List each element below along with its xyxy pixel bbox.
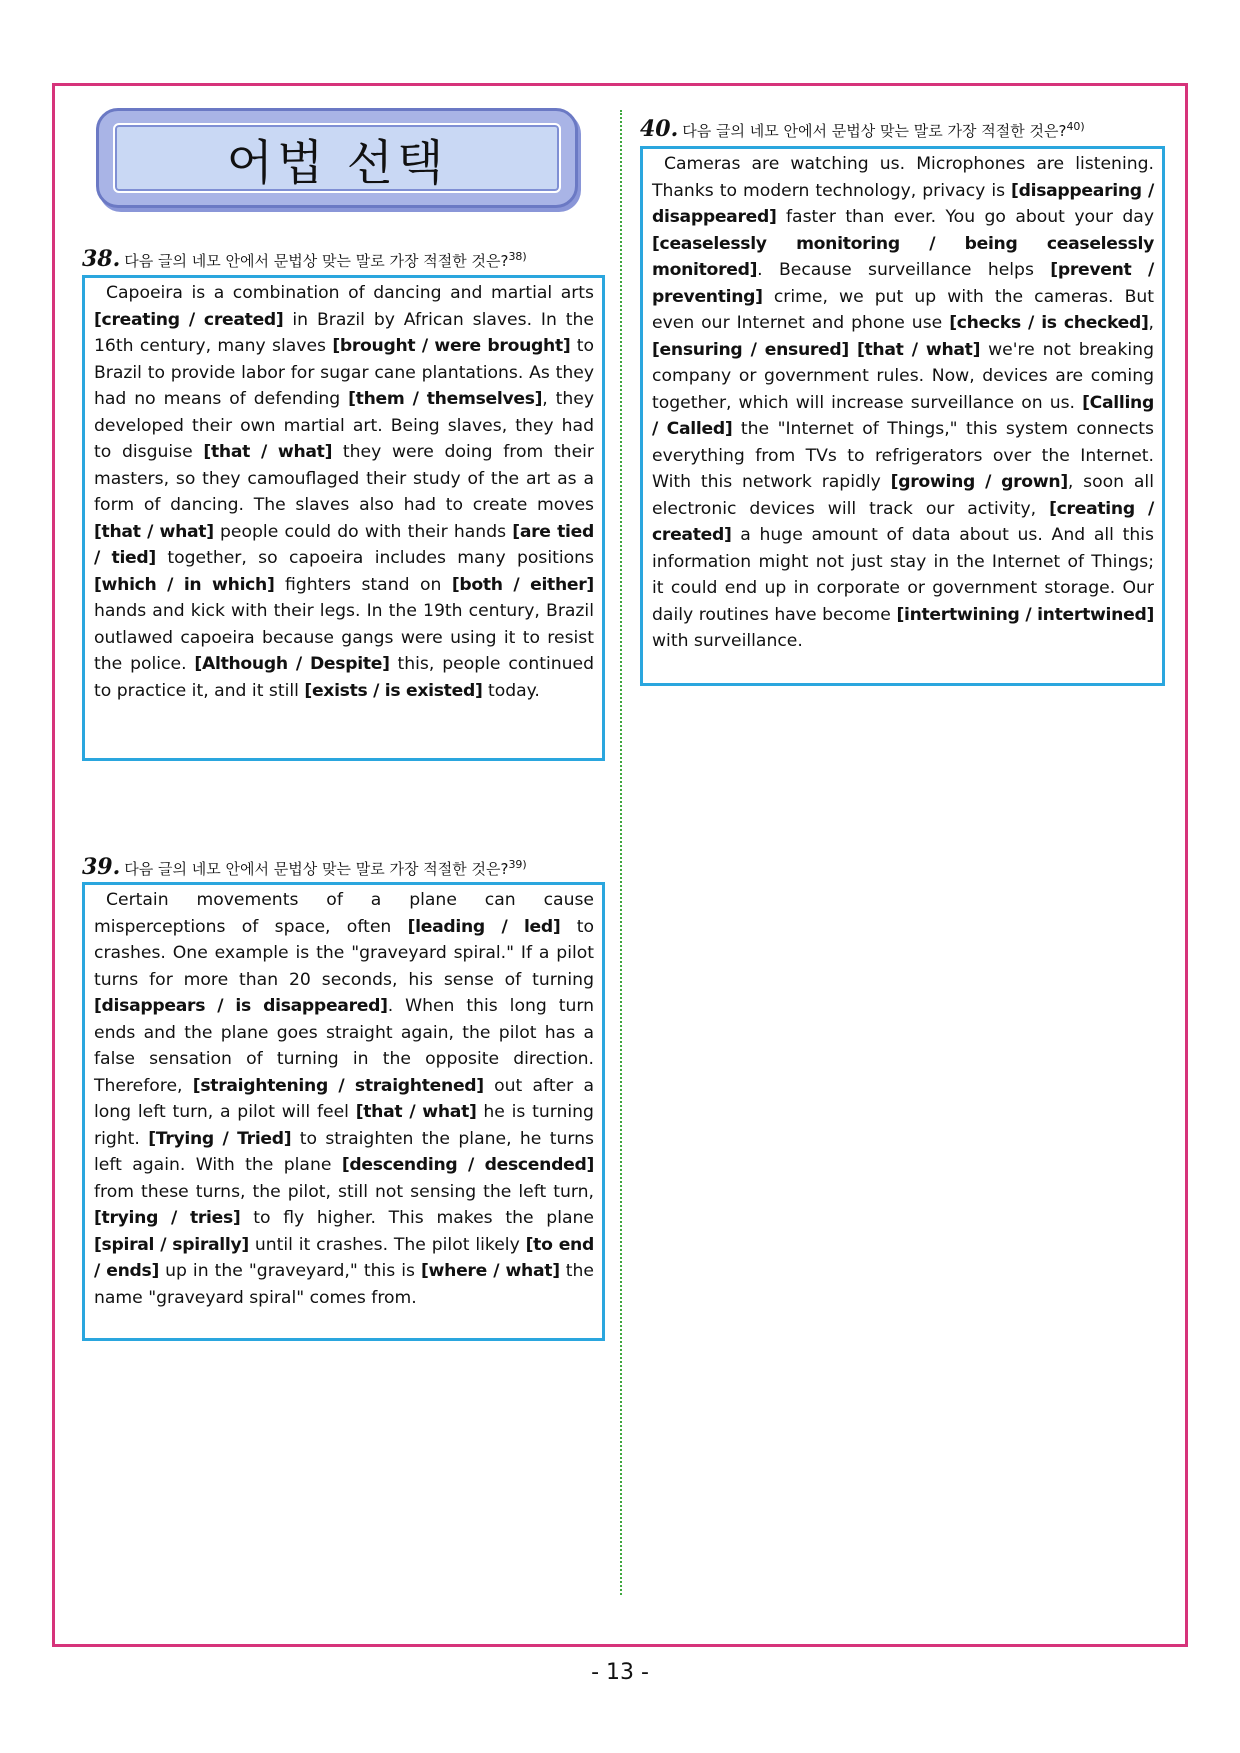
passage-text: Capoeira is a combination of dancing and martial arts <box>106 283 594 303</box>
passage-text: , they developed their own martial art. Being slaves, they had to disguise <box>94 389 594 462</box>
passage-text: together, so capoeira includes many positions <box>155 548 594 568</box>
grammar-choice: [Calling / Called] <box>652 392 1154 439</box>
section-title: 어법 선택 <box>226 134 448 191</box>
question-footnote-ref: 38) <box>508 250 527 263</box>
question-prompt: 다음 글의 네모 안에서 문법상 맞는 말로 가장 적절한 것은? <box>124 860 509 878</box>
grammar-choice: [brought / were brought] <box>332 336 571 356</box>
passage-text: they were doing from their masters, so they camouflaged their study of the art as a form of dancing. The slaves also had to create moves <box>94 442 594 515</box>
grammar-choice: [that / what] <box>94 521 214 542</box>
grammar-choice: [leading / led] <box>407 916 561 937</box>
grammar-choice: [Trying / Tried] <box>148 1128 292 1149</box>
grammar-choice: [to end / ends] <box>94 1234 594 1281</box>
grammar-choice: [straightening / straightened] <box>192 1075 484 1096</box>
passage-text: the "Internet of Things," this system connects everything from TVs to refrigerators over the Internet. With this network rapidly <box>652 419 1155 492</box>
grammar-choice: [which / in which] <box>94 574 275 595</box>
passage-text: crime, we put up with the cameras. But even our Internet and phone use <box>652 286 1154 333</box>
grammar-choice: [spiral / spirally] <box>94 1234 249 1255</box>
grammar-choice: [ensuring / ensured] <box>652 339 849 360</box>
passage-text: to fly higher. This makes the plane <box>240 1208 594 1228</box>
passage-text <box>849 340 857 360</box>
passage-text: faster than ever. You go about your day <box>776 207 1154 227</box>
grammar-choice: [intertwining / intertwined] <box>896 604 1154 625</box>
passage-text: fighters stand on <box>274 574 452 595</box>
passage-text: in Brazil by African slaves. In the 16th century, many slaves <box>94 309 595 356</box>
question-header-38 <box>82 246 527 272</box>
passage-text: hands and kick with their legs. In the 19th century, Brazil outlawed capoeira because gangs were using it to resist the police. <box>94 601 594 674</box>
passage-text: people could do with their hands <box>213 521 513 542</box>
grammar-choice: [prevent / preventing] <box>652 260 1154 307</box>
passage-text: to crashes. One example is the "graveyard spiral." If a pilot turns for more than 20 seconds, his sense of turning <box>94 916 595 990</box>
passage-text: from these turns, the pilot, still not sensing the left turn, <box>94 1181 594 1202</box>
question-number: 38. <box>82 246 121 272</box>
passage-text: out after a long left turn, a pilot will feel <box>94 1075 595 1122</box>
passage-text: to Brazil to provide labor for sugar cane plantations. As they had no means of defending <box>94 336 594 409</box>
passage-text: , <box>1148 313 1155 333</box>
grammar-choice: [Although / Despite] <box>194 654 390 674</box>
section-title-panel <box>113 123 561 193</box>
passage-text: today. <box>482 680 540 701</box>
question-header-39 <box>82 854 527 880</box>
grammar-choice: [creating / created] <box>94 309 284 330</box>
question-prompt: 다음 글의 네모 안에서 문법상 맞는 말로 가장 적절한 것은? <box>682 122 1067 140</box>
question-header-40 <box>640 116 1085 142</box>
question-passage-39 <box>82 882 605 1341</box>
passage-text: a huge amount of data about us. And all this information might not just stay in the Internet of Things; it could end up in corporate or government storage. Our daily routines have become <box>652 525 1154 625</box>
grammar-choice: [disappearing / disappeared] <box>652 180 1154 227</box>
grammar-choice: [ceaselessly monitoring / being ceaselessly monitored] <box>652 233 1154 280</box>
grammar-choice: [checks / is checked] <box>949 313 1149 333</box>
passage-text: with surveillance. <box>652 631 803 651</box>
question-number: 40. <box>640 116 679 142</box>
section-title-banner <box>96 108 578 208</box>
question-footnote-ref: 39) <box>508 858 527 871</box>
question-footnote-ref: 40) <box>1066 120 1085 133</box>
grammar-choice: [that / what] <box>355 1102 477 1122</box>
grammar-choice: [both / either] <box>451 574 594 595</box>
column-divider <box>620 110 622 1595</box>
passage-text: until it crashes. The pilot likely <box>248 1234 526 1255</box>
question-number: 39. <box>82 854 121 880</box>
grammar-choice: [that / what] <box>203 442 333 462</box>
grammar-choice: [are tied / tied] <box>94 521 594 568</box>
question-prompt: 다음 글의 네모 안에서 문법상 맞는 말로 가장 적절한 것은? <box>124 252 509 270</box>
page-number: - 13 - <box>591 1660 649 1685</box>
passage-text: . Because surveillance helps <box>757 260 1051 280</box>
grammar-choice: [that / what] <box>856 339 981 360</box>
passage-text: up in the "graveyard," this is <box>159 1261 421 1281</box>
grammar-choice: [descending / descended] <box>341 1155 595 1175</box>
grammar-choice: [exists / is existed] <box>304 680 483 701</box>
passage-text: this, people continued to practice it, and it still <box>94 654 595 701</box>
passage-text: Certain movements of a plane can cause misperceptions of space, often <box>94 890 594 937</box>
passage-text: . When this long turn ends and the plane goes straight again, the pilot has a false sensation of turning in the opposite direction. Therefore, <box>94 996 594 1096</box>
question-passage-40 <box>640 146 1165 686</box>
grammar-choice: [them / themselves] <box>348 389 543 409</box>
grammar-choice: [creating / created] <box>652 498 1155 545</box>
grammar-choice: [growing / grown] <box>890 472 1068 492</box>
question-passage-38 <box>82 275 605 761</box>
grammar-choice: [trying / tries] <box>94 1208 241 1228</box>
passage-text: we're not breaking company or government rules. Now, devices are coming together, which will increase surveillance on us. <box>652 339 1154 413</box>
passage-text: Cameras are watching us. Microphones are listening. Thanks to modern technology, privacy is <box>652 154 1154 201</box>
passage-text: , soon all electronic devices will track our activity, <box>652 472 1154 519</box>
grammar-choice: [where / what] <box>421 1261 560 1281</box>
passage-text: the name "graveyard spiral" comes from. <box>94 1261 594 1308</box>
passage-text: he is turning right. <box>94 1102 594 1149</box>
grammar-choice: [disappears / is disappeared] <box>94 996 388 1016</box>
passage-text: to straighten the plane, he turns left again. With the plane <box>94 1128 594 1175</box>
